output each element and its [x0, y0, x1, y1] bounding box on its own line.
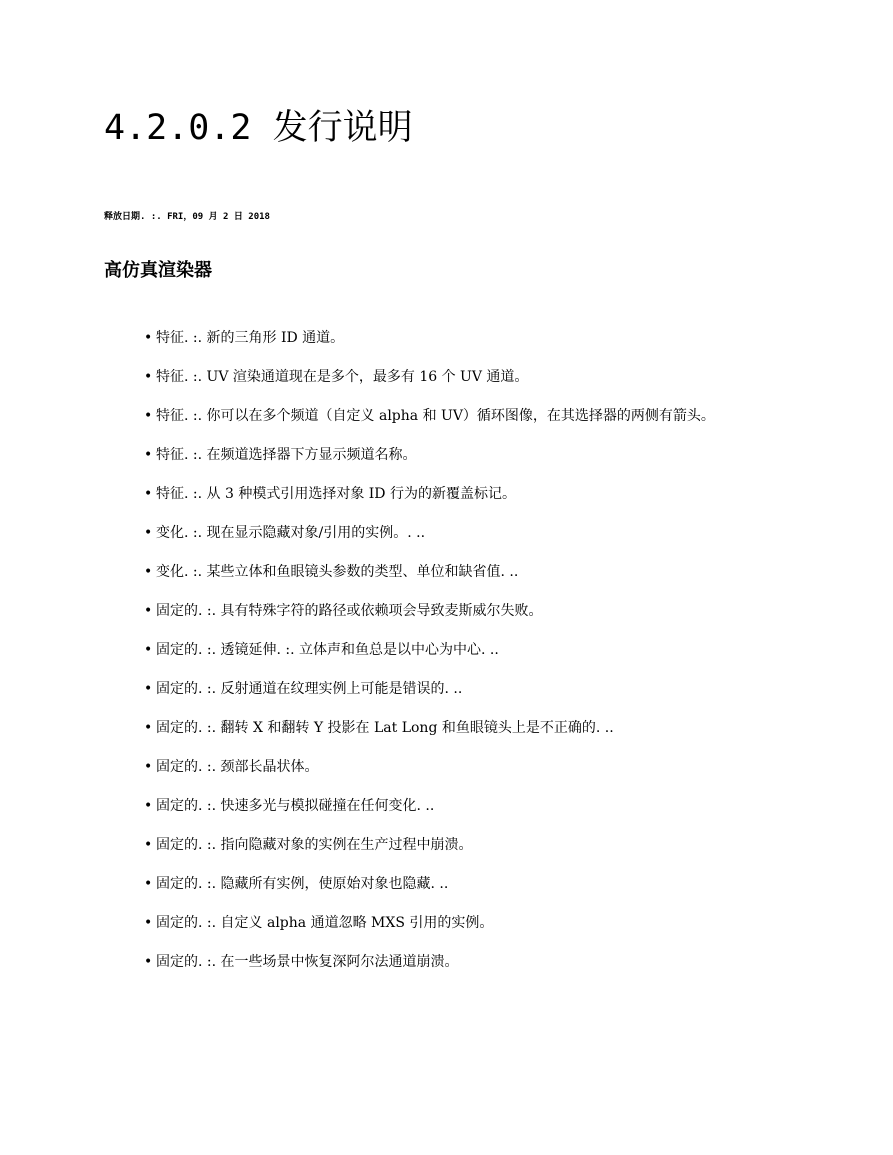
list-item-text: 固定的. :. 颈部长晶状体。: [156, 759, 319, 775]
release-notes-list: [144, 328, 794, 991]
list-item: [144, 640, 794, 661]
list-item: [144, 523, 794, 544]
list-item-text: 特征. :. 你可以在多个频道（自定义 alpha 和 UV）循环图像，在其选择器的两侧有箭头。: [156, 408, 715, 424]
bullet-icon: •: [144, 486, 153, 502]
list-item: [144, 406, 794, 427]
list-item: [144, 952, 794, 973]
list-item: [144, 562, 794, 583]
release-date: 释放日期. :. FRI，09 月 2 日 2018: [104, 212, 270, 222]
bullet-icon: •: [144, 525, 153, 541]
list-item-text: 固定的. :. 翻转 X 和翻转 Y 投影在 Lat Long 和鱼眼镜头上是不正确的. ..: [156, 720, 614, 736]
bullet-icon: •: [144, 681, 153, 697]
list-item-text: 特征. :. UV 渲染通道现在是多个，最多有 16 个 UV 通道。: [156, 369, 529, 385]
list-item-text: 特征. :. 新的三角形 ID 通道。: [156, 330, 345, 346]
list-item: [144, 718, 794, 739]
list-item-text: 固定的. :. 在一些场景中恢复深阿尔法通道崩溃。: [156, 954, 459, 970]
list-item-text: 固定的. :. 具有特殊字符的路径或依赖项会导致麦斯威尔失败。: [156, 603, 543, 619]
list-item-text: 固定的. :. 透镜延伸. :. 立体声和鱼总是以中心为中心. ..: [156, 642, 499, 658]
bullet-icon: •: [144, 837, 153, 853]
list-item: [144, 328, 794, 349]
list-item-text: 固定的. :. 快速多光与模拟碰撞在任何变化. ..: [156, 798, 435, 814]
list-item-text: 固定的. :. 指向隐藏对象的实例在生产过程中崩溃。: [156, 837, 473, 853]
list-item-text: 变化. :. 现在显示隐藏对象/引用的实例。. ..: [156, 525, 426, 541]
page-title: 4.2.0.2 发行说明: [104, 108, 413, 148]
bullet-icon: •: [144, 447, 153, 463]
bullet-icon: •: [144, 564, 153, 580]
list-item-text: 特征. :. 从 3 种模式引用选择对象 ID 行为的新覆盖标记。: [156, 486, 516, 502]
list-item: [144, 835, 794, 856]
bullet-icon: •: [144, 876, 153, 892]
bullet-icon: •: [144, 720, 153, 736]
bullet-icon: •: [144, 759, 153, 775]
list-item: [144, 445, 794, 466]
bullet-icon: •: [144, 642, 153, 658]
list-item: [144, 874, 794, 895]
list-item: [144, 484, 794, 505]
list-item-text: 固定的. :. 反射通道在纹理实例上可能是错误的. ..: [156, 681, 463, 697]
list-item-text: 固定的. :. 自定义 alpha 通道忽略 MXS 引用的实例。: [156, 915, 494, 931]
bullet-icon: •: [144, 408, 153, 424]
list-item: [144, 757, 794, 778]
list-item: [144, 601, 794, 622]
list-item-text: 特征. :. 在频道选择器下方显示频道名称。: [156, 447, 417, 463]
bullet-icon: •: [144, 954, 153, 970]
bullet-icon: •: [144, 798, 153, 814]
list-item: [144, 913, 794, 934]
section-heading: 高仿真渲染器: [104, 260, 212, 281]
list-item: [144, 796, 794, 817]
list-item: [144, 679, 794, 700]
bullet-icon: •: [144, 603, 153, 619]
list-item-text: 变化. :. 某些立体和鱼眼镜头参数的类型、单位和缺省值. ..: [156, 564, 519, 580]
bullet-icon: •: [144, 330, 153, 346]
list-item: [144, 367, 794, 388]
list-item-text: 固定的. :. 隐藏所有实例，使原始对象也隐藏. ..: [156, 876, 449, 892]
bullet-icon: •: [144, 369, 153, 385]
bullet-icon: •: [144, 915, 153, 931]
